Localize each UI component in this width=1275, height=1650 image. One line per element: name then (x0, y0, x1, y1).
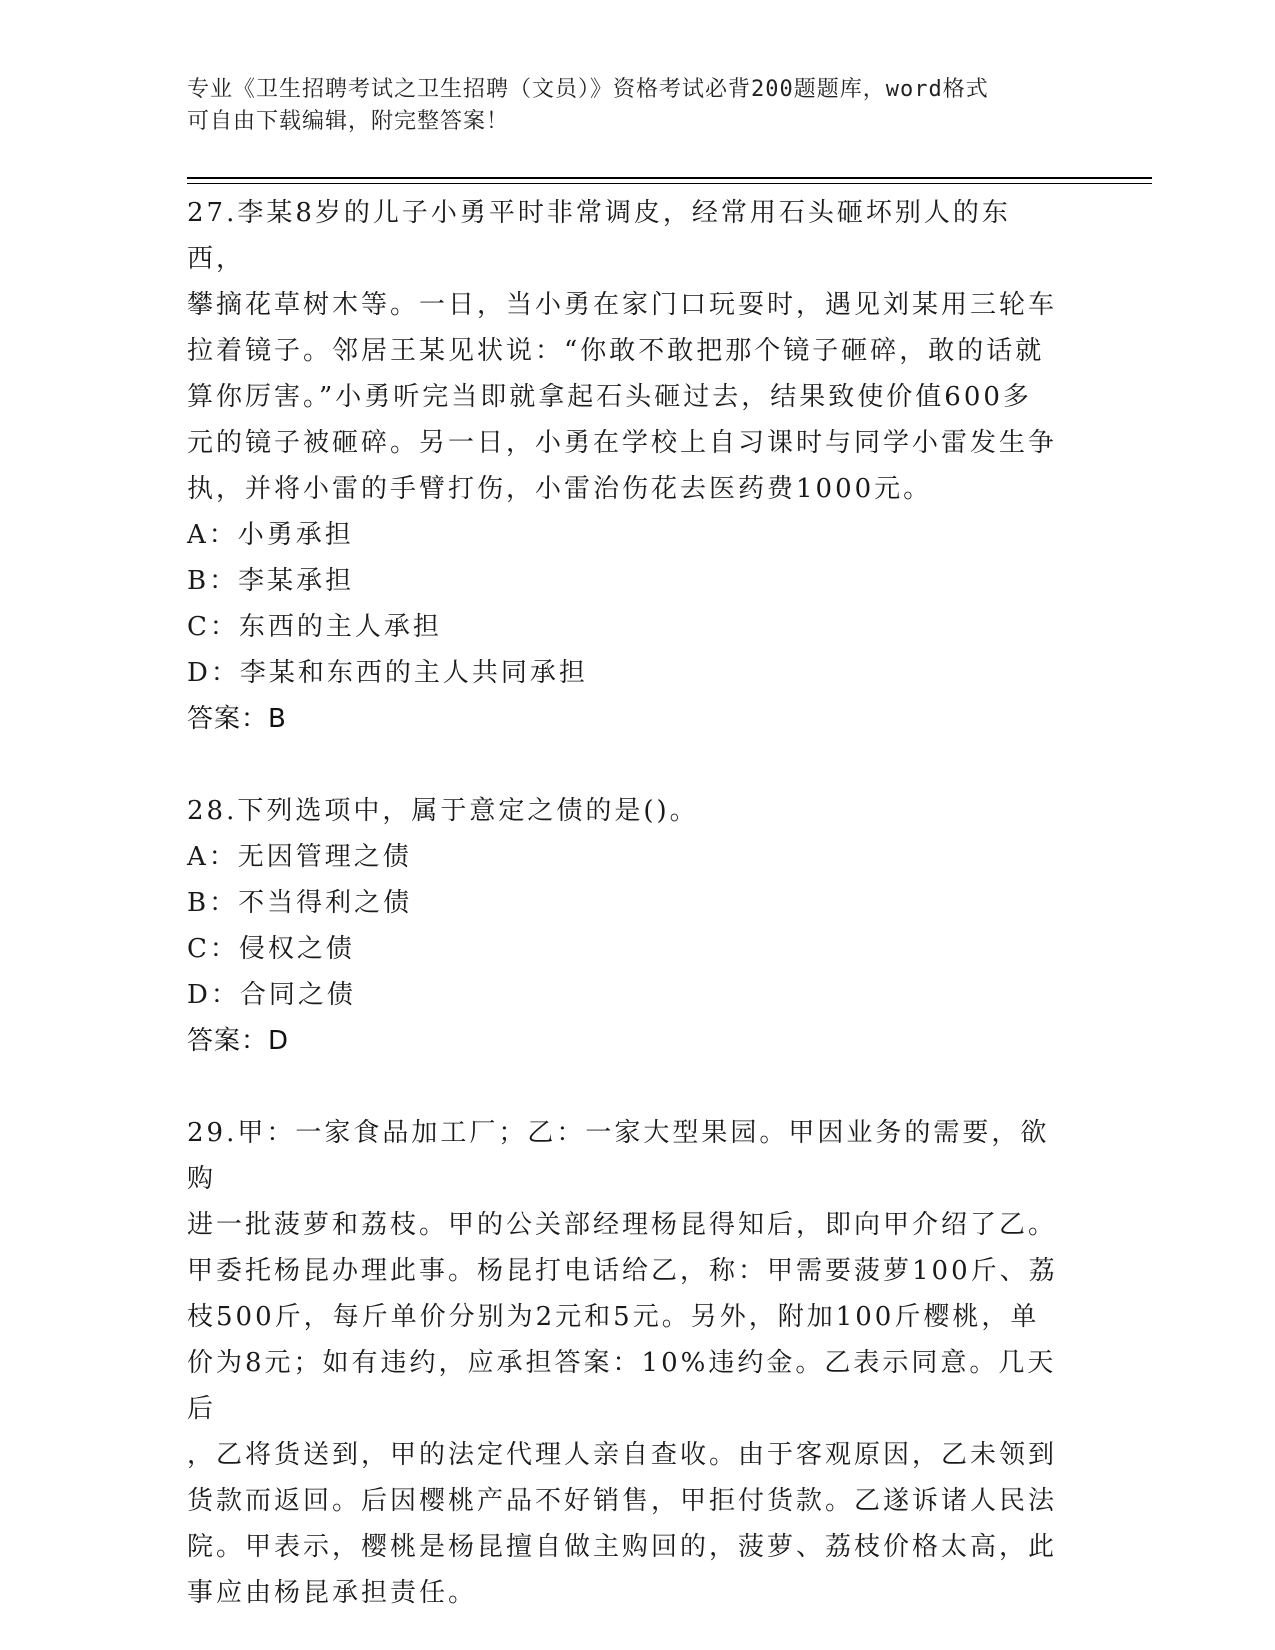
question-stem-line: 27.李某8岁的儿子小勇平时非常调皮，经常用石头砸坏别人的东西， (187, 198, 1011, 274)
question-stem-line: ，乙将货送到，甲的法定代理人亲自查收。由于客观原因，乙未领到 (187, 1440, 1058, 1470)
answer-line: 答案：B (187, 704, 287, 734)
question-28 (187, 788, 1067, 1064)
question-stem-line: 执，并将小雷的手臂打伤，小雷治伤花去医药费1000元。 (187, 474, 933, 504)
header-rule-thick (187, 177, 1152, 179)
option-b: B：李某承担 (187, 566, 355, 596)
option-b: B：不当得利之债 (187, 888, 413, 918)
question-stem-line: 29.甲：一家食品加工厂；乙：一家大型果园。甲因业务的需要，欲购 (187, 1118, 1050, 1194)
question-spacer (187, 742, 1067, 788)
question-list (187, 190, 1067, 1616)
question-stem-line: 拉着镜子。邻居王某见状说：“你敢不敢把那个镜子砸碎，敢的话就 (187, 336, 1045, 366)
question-27 (187, 190, 1067, 742)
option-d: D：李某和东西的主人共同承担 (187, 658, 588, 688)
option-c: C：侵权之债 (187, 934, 355, 964)
option-d: D：合同之债 (187, 980, 356, 1010)
question-stem-line: 货款而返回。后因樱桃产品不好销售，甲拒付货款。乙遂诉诸人民法 (187, 1486, 1058, 1516)
question-stem-line: 院。甲表示，樱桃是杨昆擅自做主购回的，菠萝、荔枝价格太高，此 (187, 1532, 1058, 1562)
option-a: A：无因管理之债 (187, 842, 412, 872)
question-stem-line: 进一批菠萝和荔枝。甲的公关部经理杨昆得知后，即向甲介绍了乙。 (187, 1210, 1058, 1240)
answer-line: 答案：D (187, 1026, 290, 1056)
question-stem-line: 28.下列选项中，属于意定之债的是()。 (187, 796, 699, 826)
question-stem-line: 枝500斤，每斤单价分别为2元和5元。另外，附加100斤樱桃，单 (187, 1302, 1040, 1332)
header-line-2: 可自由下载编辑，附完整答案！ (187, 109, 510, 134)
question-stem-line: 攀摘花草树木等。一日，当小勇在家门口玩耍时，遇见刘某用三轮车 (187, 290, 1058, 320)
document-header (187, 74, 1067, 138)
question-spacer (187, 1064, 1067, 1110)
option-c: C：东西的主人承担 (187, 612, 442, 642)
header-rule-thin (187, 183, 1152, 184)
question-stem-line: 元的镜子被砸碎。另一日，小勇在学校上自习课时与同学小雷发生争 (187, 428, 1058, 458)
question-stem-line: 算你厉害。”小勇听完当即就拿起石头砸过去，结果致使价值600多 (187, 382, 1032, 412)
question-stem-line: 甲委托杨昆办理此事。杨昆打电话给乙，称：甲需要菠萝100斤、荔 (187, 1256, 1058, 1286)
header-line-1: 专业《卫生招聘考试之卫生招聘（文员）》资格考试必背200题题库，word格式 (187, 77, 989, 102)
question-stem-line: 价为8元；如有违约，应承担答案：10%违约金。乙表示同意。几天后 (187, 1348, 1057, 1424)
option-a: A：小勇承担 (187, 520, 354, 550)
question-29 (187, 1110, 1067, 1616)
question-stem-line: 事应由杨昆承担责任。 (187, 1578, 478, 1608)
